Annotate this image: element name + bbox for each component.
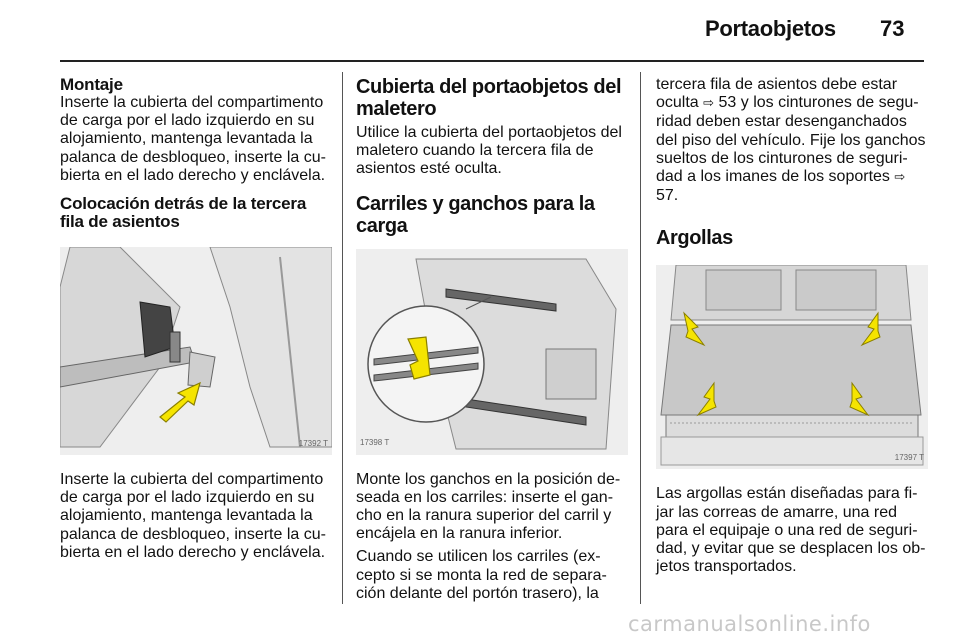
paragraph-montaje: Inserte la cubierta del compartimento de carga por el lado izquierdo en su alojamiento, mantenga levantada la palanca de desbloqueo, inserte la cu-bierta en el lado derecho y enclávela. bbox=[60, 94, 326, 184]
watermark: carmanualsonline.info bbox=[628, 612, 871, 636]
figure-tie-down-rings bbox=[656, 265, 928, 469]
figure-code: 17392 T bbox=[298, 438, 328, 448]
paragraph-after-figure: Inserte la cubierta del compartimento de carga por el lado izquierdo en su alojamiento, mantenga levantada la palanca de desbloqueo, inserte la cu-bierta en el lado derecho y enclávela. bbox=[60, 471, 326, 561]
paragraph-cuando: Cuando se utilicen los carriles (ex-cepto si se monta la red de separa-ción delante del portón trasero), la bbox=[356, 548, 607, 602]
paragraph-cubierta: Utilice la cubierta del portaobjetos del maletero cuando la tercera fila de asientos esté oculta. bbox=[356, 124, 622, 178]
tie-down-rings-illustration bbox=[656, 265, 928, 469]
heading-cubierta: Cubierta del portaobjetos del maletero bbox=[356, 76, 622, 120]
figure-rails-hooks bbox=[356, 249, 628, 455]
page-number: 73 bbox=[880, 16, 905, 41]
figure-code: 17398 T bbox=[360, 438, 390, 448]
rails-hooks-illustration bbox=[356, 249, 628, 455]
paragraph-tercera-part-c: 57. bbox=[656, 187, 679, 205]
heading-carriles: Carriles y ganchos para la carga bbox=[356, 192, 595, 237]
column-3 bbox=[656, 76, 928, 576]
cross-reference-arrow-icon[interactable]: ⇨ bbox=[894, 170, 906, 186]
column-2 bbox=[356, 76, 628, 603]
cross-reference-arrow-icon[interactable]: ⇨ bbox=[703, 96, 715, 112]
paragraph-tercera-part-b: 53 y los cinturones de segu-ridad deben estar desenganchados del piso del vehículo. Fije los ganchos sueltos de los cinturones de seguri-dad a los imanes de los soportes bbox=[656, 94, 926, 186]
column-1 bbox=[60, 76, 332, 562]
heading-colocacion: Colocación detrás de la tercera fila de asientos bbox=[60, 194, 307, 232]
paragraph-tercera bbox=[656, 76, 928, 205]
figure-code: 17397 T bbox=[894, 453, 924, 463]
paragraph-argollas: Las argollas están diseñadas para fi-jar las correas de amarre, una red para el equipaje o una red de seguri-dad, y evitar que se desplacen los ob-jetos transportados. bbox=[656, 485, 926, 576]
page-header-title: Portaobjetos bbox=[705, 16, 836, 41]
heading-argollas: Argollas bbox=[656, 227, 733, 250]
column-divider-1 bbox=[342, 72, 343, 604]
paragraph-tercera-part-a: tercera fila de asientos debe estar oculta bbox=[656, 76, 898, 112]
cargo-cover-illustration bbox=[60, 247, 332, 455]
heading-montaje: Montaje bbox=[60, 75, 123, 94]
column-divider-2 bbox=[640, 72, 641, 604]
paragraph-monte: Monte los ganchos en la posición de-seada en los carriles: inserte el gan-cho en la ranura superior del carril y encájela en la ranura inferior. bbox=[356, 470, 621, 543]
header-rule bbox=[60, 60, 924, 62]
figure-cargo-cover-mount bbox=[60, 247, 332, 455]
